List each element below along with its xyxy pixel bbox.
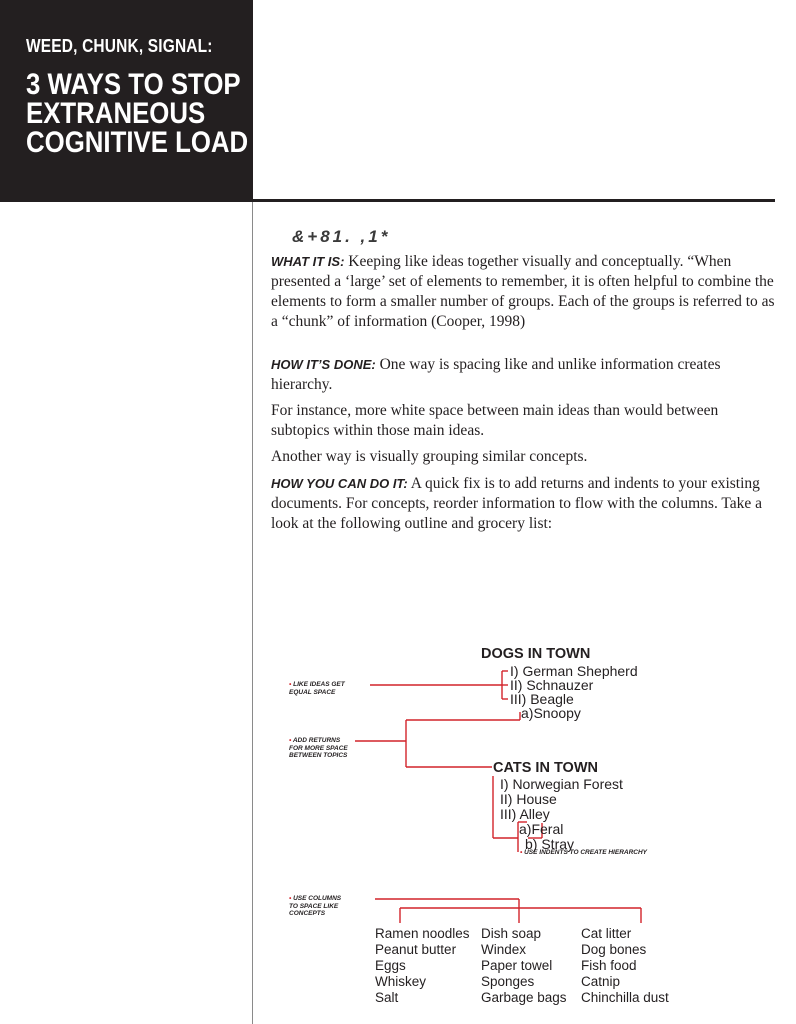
page-title-line: EXTRANEOUS <box>26 97 206 130</box>
outline-subitem: a)Snoopy <box>521 705 581 721</box>
list-item: Dog bones <box>581 942 647 957</box>
what-it-is-label: WHAT IT IS: <box>271 254 345 269</box>
outline-item: II) Schnauzer <box>510 677 594 693</box>
callout-line: FOR MORE SPACE <box>289 744 348 752</box>
cats-heading: CATS IN TOWN <box>493 760 598 776</box>
list-item: Fish food <box>581 958 637 973</box>
bullet-icon: • <box>289 895 292 902</box>
callout-line: EQUAL SPACE <box>289 688 336 696</box>
list-item: Chinchilla dust <box>581 990 669 1005</box>
outline-subitem: b) Stray <box>525 836 575 852</box>
list-item: Sponges <box>481 974 535 989</box>
outline-item: I) Norwegian Forest <box>500 776 623 792</box>
bullet-icon: • <box>289 681 292 688</box>
outline-item: III) Beagle <box>510 691 574 707</box>
section-heading: &+81. ,1* <box>292 227 391 246</box>
grocery-column <box>375 926 470 1006</box>
list-item: Eggs <box>375 958 406 973</box>
callout-line: LIKE IDEAS GET <box>293 681 345 688</box>
callout-line: CONCEPTS <box>289 910 326 917</box>
how-its-done-text: One way is spacing like and unlike information creates hierarchy. <box>271 356 721 393</box>
callout-use-columns <box>289 895 341 918</box>
dogs-heading: DOGS IN TOWN <box>481 646 591 662</box>
how-you-can-label: HOW YOU CAN DO IT: <box>271 476 408 491</box>
outline-subitem: a)Feral <box>519 821 564 837</box>
outline-item: III) Alley <box>500 806 550 822</box>
bullet-icon: • <box>289 737 292 744</box>
list-item: Ramen noodles <box>375 926 470 941</box>
how-you-can-text: A quick fix is to add returns and indents to your existing documents. For concepts, reorder information to flow with the columns. Take a look at the following outline and grocery list: <box>271 475 763 532</box>
outline-item: I) German Shepherd <box>510 663 638 679</box>
list-item: Salt <box>375 990 399 1005</box>
list-item: Windex <box>481 942 527 957</box>
grocery-column <box>481 926 567 1006</box>
how-its-done-label: HOW IT’S DONE: <box>271 357 376 372</box>
outline-item: II) House <box>500 791 557 807</box>
another-way-text: Another way is visually grouping similar concepts. <box>271 448 588 465</box>
what-it-is-text: Keeping like ideas together visually and conceptually. “When presented a ‘large’ set of elements to remember, it is often helpful to combine the elements to form a smaller number of groups. Each of the groups is referred to as a “chunk” of information (Cooper, 1998) <box>271 253 775 330</box>
header-kicker: WEED, CHUNK, SIGNAL: <box>26 36 213 56</box>
grocery-column <box>581 926 669 1006</box>
callout-line: USE INDENTS TO CREATE HIERARCHY <box>524 849 648 856</box>
callout-line: BETWEEN TOPICS <box>289 752 348 759</box>
list-item: Whiskey <box>375 974 427 989</box>
callout-line: ADD RETURNS <box>292 737 341 744</box>
list-item: Peanut butter <box>375 942 457 957</box>
list-item: Paper towel <box>481 958 553 973</box>
callout-add-returns <box>289 737 348 760</box>
list-item: Garbage bags <box>481 990 567 1005</box>
bullet-icon: • <box>520 849 523 856</box>
list-item: Dish soap <box>481 926 542 941</box>
callout-like-ideas <box>289 681 345 696</box>
list-item: Cat litter <box>581 926 632 941</box>
page-title-line: COGNITIVE LOAD <box>26 126 249 159</box>
instance-text: For instance, more white space between main ideas than would between subtopics within those main ideas. <box>271 402 719 439</box>
callout-line: TO SPACE LIKE <box>289 902 339 910</box>
list-item: Catnip <box>581 974 621 989</box>
page-title-line: 3 WAYS TO STOP <box>26 68 241 101</box>
callout-line: USE COLUMNS <box>293 895 342 902</box>
